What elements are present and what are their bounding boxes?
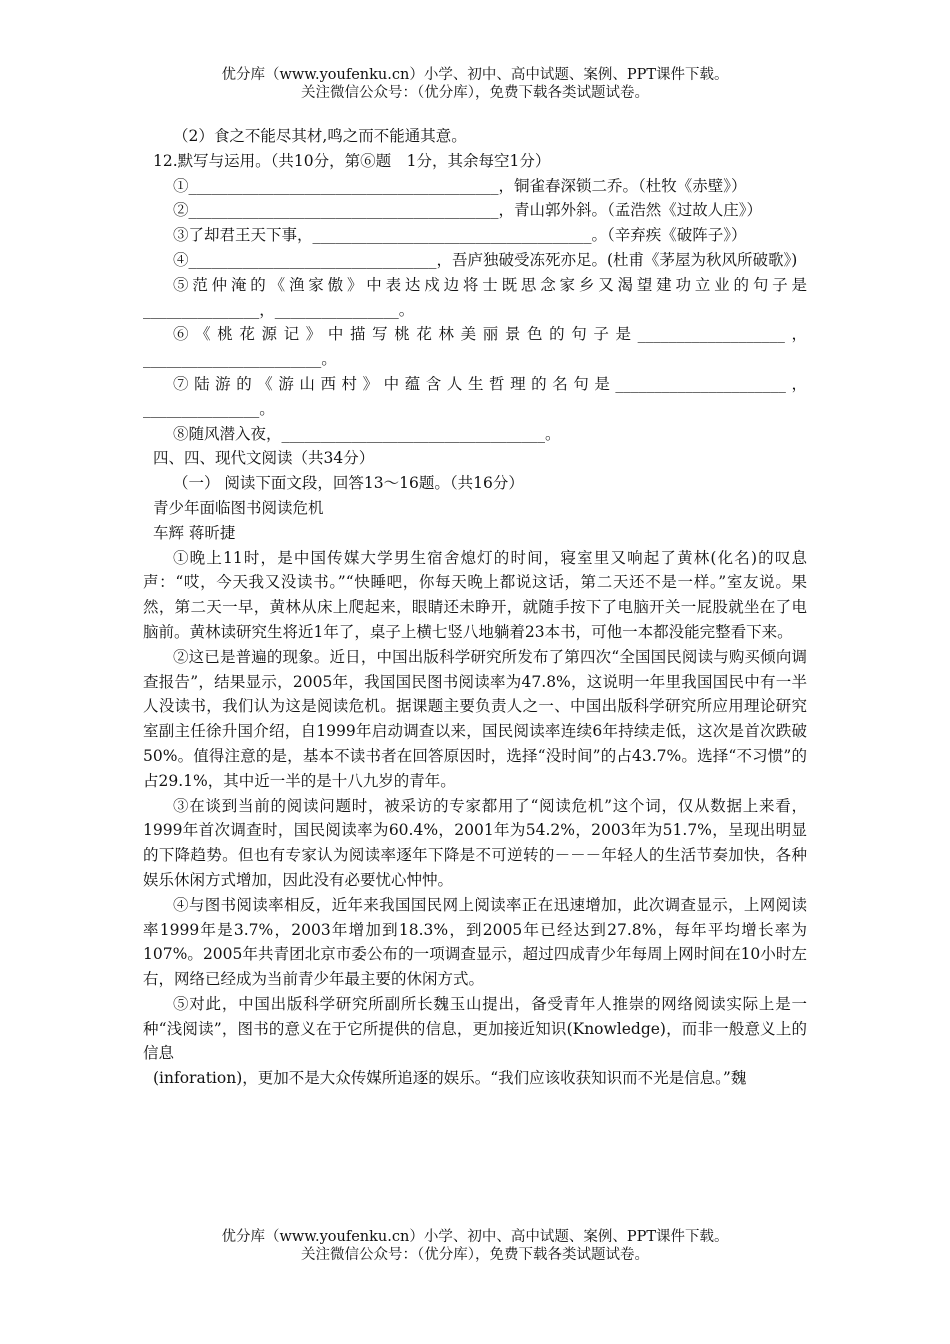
question-12-blank-6: ⑥《桃花源记》中描写桃花林美丽景色的句子是___________________，_______________________。 xyxy=(143,325,807,369)
article-paragraph-5-continued: (inforation)，更加不是大众传媒所追逐的娱乐。“我们应该收获知识而不光是信息。”魏 xyxy=(153,1069,747,1088)
question-12-blank-4: ④________________________________，吾庐独破受冻死亦足。(杜甫《茅屋为秋风所破歌》) xyxy=(173,250,798,269)
article-authors: 车辉 蒋昕捷 xyxy=(153,523,236,542)
article-paragraph-5: ⑤对此，中国出版科学研究所副所长魏玉山提出，备受青年人推崇的网络阅读实际上是一种“浅阅读”，图书的意义在于它所提供的信息，更加接近知识(Knowledge)，而非一般意义上的信息 xyxy=(143,994,807,1063)
question-12-blank-1: ①________________________________________，铜雀春深锁二乔。（杜牧《赤壁》） xyxy=(173,176,747,195)
question-12-blank-5: ⑤范仲淹的《渔家傲》中表达戍边将士既思念家乡又渴望建功立业的句子是_______________，________________。 xyxy=(143,275,807,319)
footer-line-1: 优分库（www.youfenku.cn）小学、初中、高中试题、案例、PPT课件下载。 xyxy=(221,1229,729,1245)
question-12-blank-8: ⑧随风潜入夜，__________________________________。 xyxy=(173,424,561,443)
question-12-blank-3: ③了却君王天下事，____________________________________。（辛弃疾《破阵子》） xyxy=(173,226,747,245)
page-footer xyxy=(0,1228,950,1264)
question-12-blank-7: ⑦陆游的《游山西村》中蕴含人生哲理的名句是______________________，_______________。 xyxy=(143,374,807,418)
document-body xyxy=(143,124,807,1091)
header-line-1: 优分库（www.youfenku.cn）小学、初中、高中试题、案例、PPT课件下载。 xyxy=(221,67,729,83)
article-paragraph-1: ①晚上11时，是中国传媒大学男生宿舍熄灯的时间，寝室里又响起了黄林(化名)的叹息声：“哎，今天我又没读书。”“快睡吧，你每天晚上都说这话，第二天还不是一样。”室友说。果然，第二天一早，黄林从床上爬起来，眼睛还未睁开，就随手按下了电脑开关一屁股就坐在了电脑前。黄林读研究生将近1年了，桌子上横七竖八地躺着23本书，可他一本都没能完整看下来。 xyxy=(143,548,807,641)
article-paragraph-4: ④与图书阅读率相反，近年来我国国民网上阅读率正在迅速增加，此次调查显示，上网阅读率1999年是3.7%，2003年增加到18.3%，到2005年已经达到27.8%，每年平均增长率为107%。2005年共青团北京市委公布的一项调查显示，超过四成青少年每周上网时间在10小时左右，网络已经成为当前青少年最主要的休闲方式。 xyxy=(143,895,807,989)
item-2: （2）食之不能尽其材,鸣之而不能通其意。 xyxy=(173,127,467,145)
question-12-title: 12.默写与运用。（共10分，第⑥题 1分，其余每空1分） xyxy=(153,151,551,170)
article-paragraph-3: ③在谈到当前的阅读问题时，被采访的专家都用了“阅读危机”这个词，仅从数据上来看，1999年首次调查时，国民阅读率为60.4%，2001年为54.2%，2003年为51.7%，呈现出明显的下降趋势。但也有专家认为阅读率逐年下降是不可逆转的－－－年轻人的生活节奏加快，各种娱乐休闲方式增加，因此没有必要忧心忡忡。 xyxy=(143,796,807,889)
header-line-2: 关注微信公众号：（优分库），免费下载各类试题试卷。 xyxy=(301,85,649,101)
article-title: 青少年面临图书阅读危机 xyxy=(153,498,324,517)
footer-line-2: 关注微信公众号：（优分库），免费下载各类试题试卷。 xyxy=(301,1247,649,1263)
article-paragraph-2: ②这已是普遍的现象。近日，中国出版科学研究所发布了第四次“全国国民阅读与购买倾向调查报告”，结果显示，2005年，我国国民图书阅读率为47.8%，这说明一年里我国国民中有一半人没读书，我们认为这是阅读危机。据课题主要负责人之一、中国出版科学研究所应用理论研究室副主任徐升国介绍，自1999年启动调查以来，国民阅读率连续6年持续走低，这次是首次跌破50%。值得注意的是，基本不读书者在回答原因时，选择“没时间”的占43.7%。选择“不习惯”的占29.1%，其中近一半的是十八九岁的青年。 xyxy=(143,647,807,790)
question-12-blank-2: ②________________________________________，青山郭外斜。（孟浩然《过故人庄》） xyxy=(173,201,763,220)
section-4-heading: 四、四、现代文阅读（共34分） xyxy=(153,449,375,468)
page-header xyxy=(0,66,950,102)
part-1-instruction: （一） 阅读下面文段，回答13～16题。（共16分） xyxy=(173,474,524,493)
